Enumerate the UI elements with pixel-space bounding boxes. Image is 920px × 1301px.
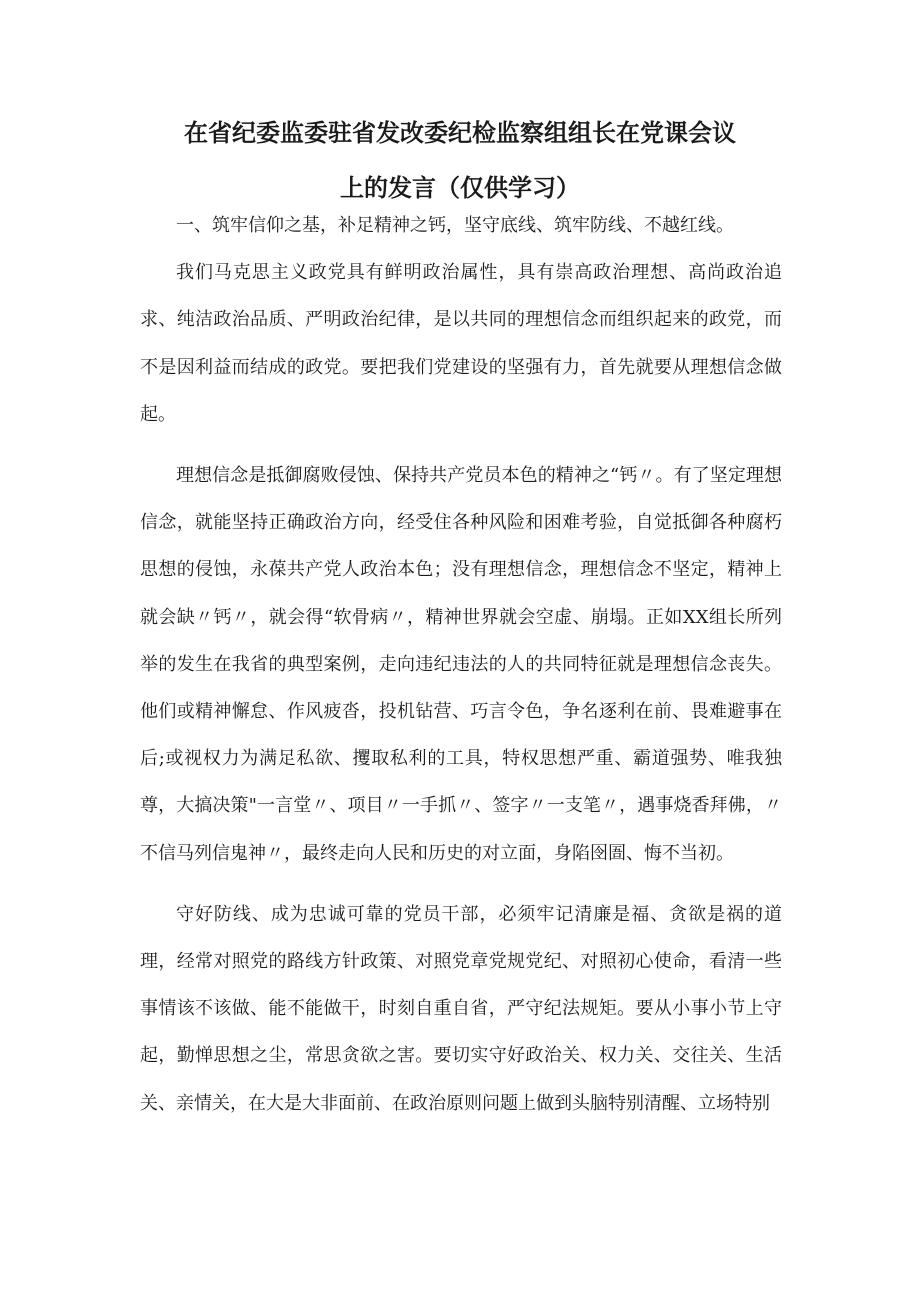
body-paragraph-2: 理想信念是抵御腐败侵蚀、保持共产党员本色的精神之“钙〃。有了坚定理想信念，就能坚持正确政治方向，经受住各种风险和困难考验，自觉抵御各种腐朽思想的侵蚀，永葆共产党人政治本色；没有理想信念，理想信念不坚定，精神上就会缺〃钙〃，就会得“软骨病〃，精神世界就会空虚、崩塌。正如XX组长所列举的发生在我省的典型案例，走向违纪违法的人的共同特征就是理想信念丧失。他们或精神懈怠、作风疲沓，投机钻营、巧言令色，争名逐利在前、畏难避事在后;或视权力为满足私欲、攫取私利的工具，特权思想严重、霸道强势、唯我独尊，大搞决策"一言堂〃、项目〃一手抓〃、签字〃一支笔〃，遇事烧香拜佛，〃不信马列信鬼神〃，最终走向人民和历史的对立面，身陷囹圄、悔不当初。 — [140, 465, 782, 864]
section-heading-1: 一、筑牢信仰之基，补足精神之钙，坚守底线、筑牢防线、不越红线。 — [176, 215, 734, 236]
document-title-line-1: 在省纪委监委驻省发改委纪检监察组组长在党课会议 — [184, 119, 736, 147]
document-body — [140, 202, 782, 1127]
document-title-line-2: 上的发言（仅供学习） — [340, 174, 580, 202]
body-paragraph-3: 守好防线、成为忠诚可靠的党员干部，必须牢记清廉是福、贪欲是祸的道理，经常对照党的路线方针政策、对照党章党规党纪、对照初心使命，看清一些事情该不该做、能不能做干，时刻自重自省，严守纪法规矩。要从小事小节上守起，勤惮思想之尘，常思贪欲之害。要切实守好政治关、权力关、交往关、生活关、亲情关，在大是大非面前、在政治原则问题上做到头脑特别清醒、立场特别 — [140, 903, 782, 1114]
body-paragraph-1: 我们马克思主义政党具有鲜明政治属性，具有崇高政治理想、高尚政治追求、纯洁政治品质、严明政治纪律，是以共同的理想信念而组织起来的政党，而不是因利益而结成的政党。要把我们党建设的坚强有力，首先就要从理想信念做起。 — [140, 262, 782, 425]
